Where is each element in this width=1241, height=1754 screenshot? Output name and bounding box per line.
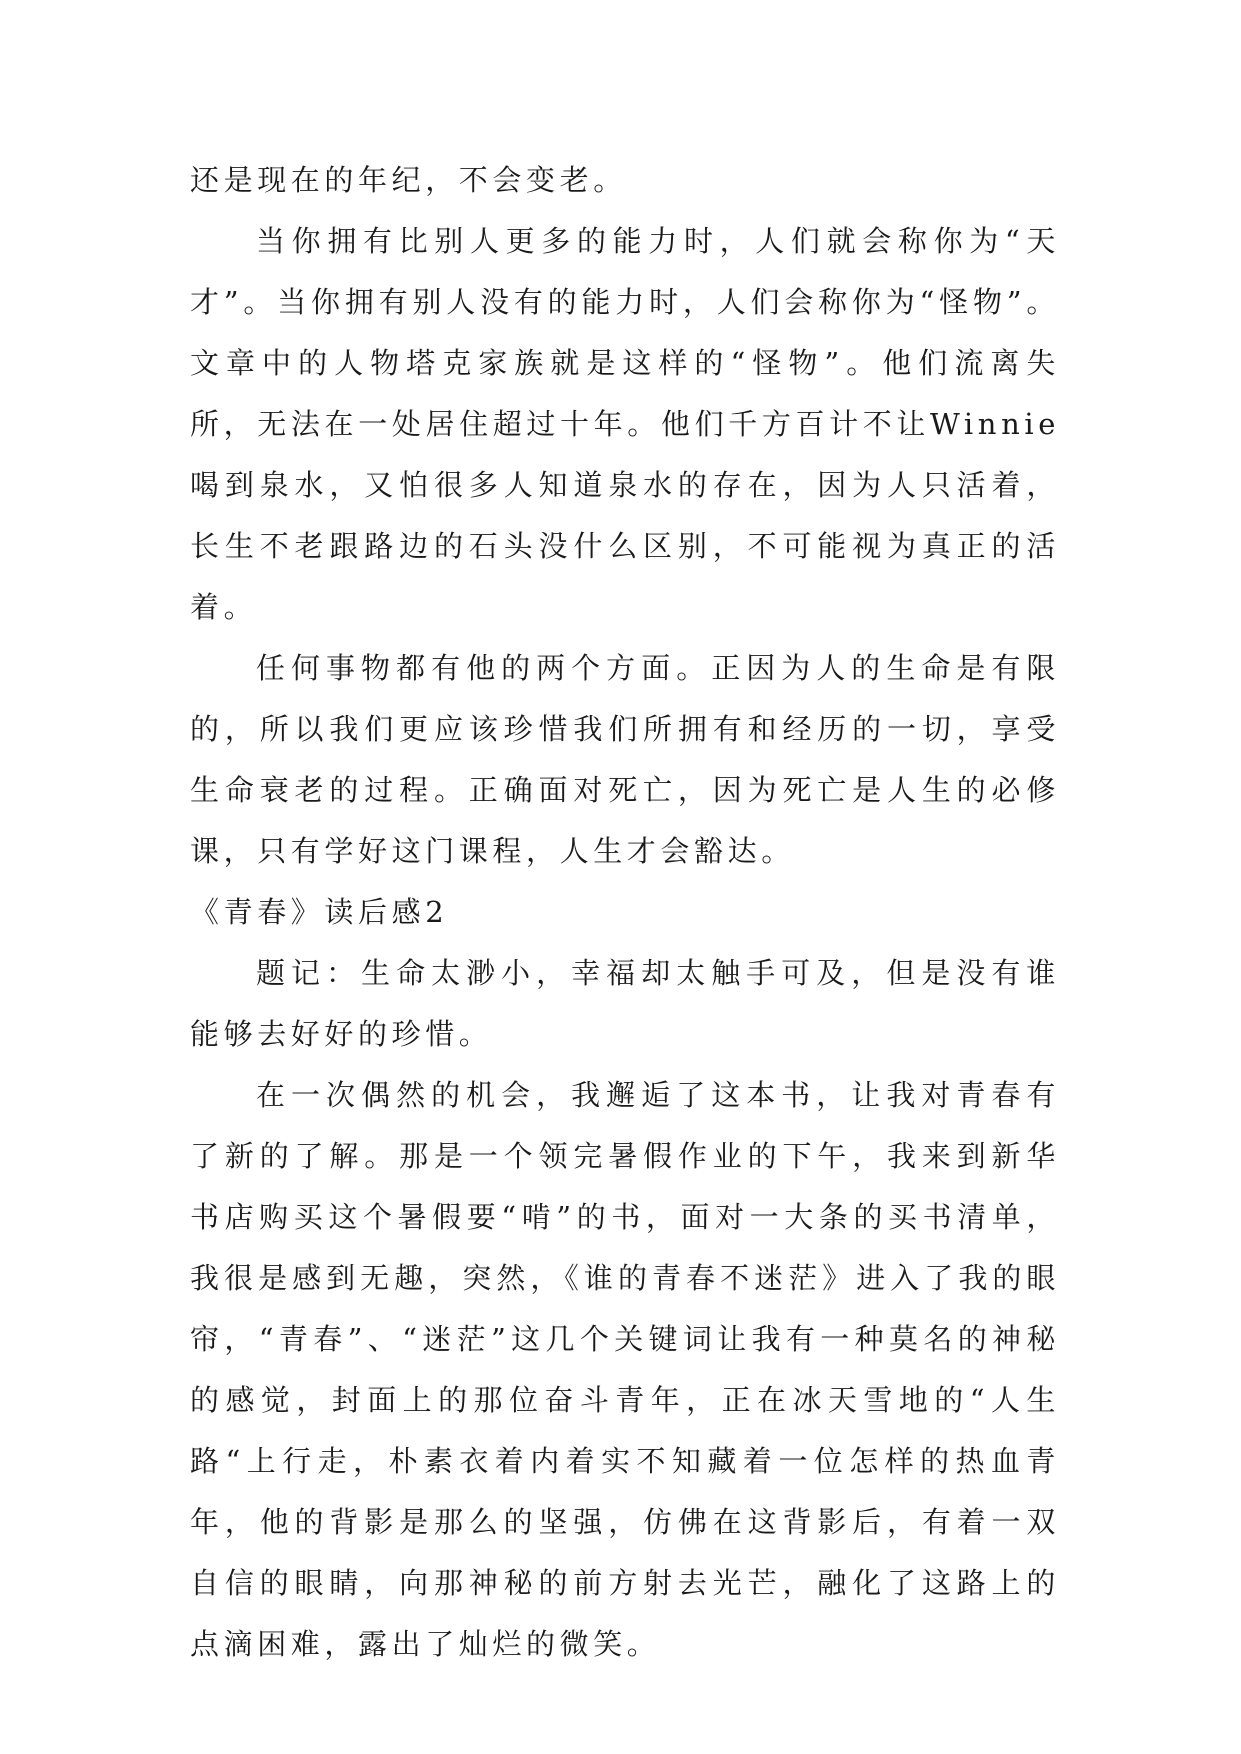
paragraph-encounter: 在一次偶然的机会，我邂逅了这本书，让我对青春有了新的了解。那是一个领完暑假作业的下午，我来到新华书店购买这个暑假要“啃”的书，面对一大条的买书清单，我很是感到无趣，突然，《谁的青春不迷茫》进入了我的眼帘，“青春”、“迷茫”这几个关键词让我有一种莫名的神秘的感觉，封面上的那位奋斗青年，正在冰天雪地的“人生路“上行走，朴素衣着内着实不知藏着一位怎样的热血青年，他的背影是那么的坚强，仿佛在这背影后，有着一双自信的眼睛，向那神秘的前方射去光芒，融化了这路上的点滴困难，露出了灿烂的微笑。	[190, 1078, 1060, 1661]
section-title: 《青春》读后感2	[190, 895, 449, 929]
paragraph-genius-monster: 当你拥有比别人更多的能力时，人们就会称你为“天才”。当你拥有别人没有的能力时，人们会称你为“怪物”。文章中的人物塔克家族就是这样的“怪物”。他们流离失所，无法在一处居住超过十年。他们千方百计不让Winnie喝到泉水，又怕很多人知道泉水的存在，因为人只活着，长生不老跟路边的石头没什么区别，不可能视为真正的活着。	[190, 224, 1060, 624]
paragraph-continued: 还是现在的年纪，不会变老。	[190, 163, 627, 197]
paragraph-epigraph: 题记：生命太渺小，幸福却太触手可及，但是没有谁能够去好好的珍惜。	[190, 956, 1060, 1051]
paragraph-two-sides: 任何事物都有他的两个方面。正因为人的生命是有限的，所以我们更应该珍惜我们所拥有和经历的一切，享受生命衰老的过程。正确面对死亡，因为死亡是人生的必修课，只有学好这门课程，人生才会豁达。	[190, 651, 1060, 868]
document-page	[190, 150, 1060, 1675]
